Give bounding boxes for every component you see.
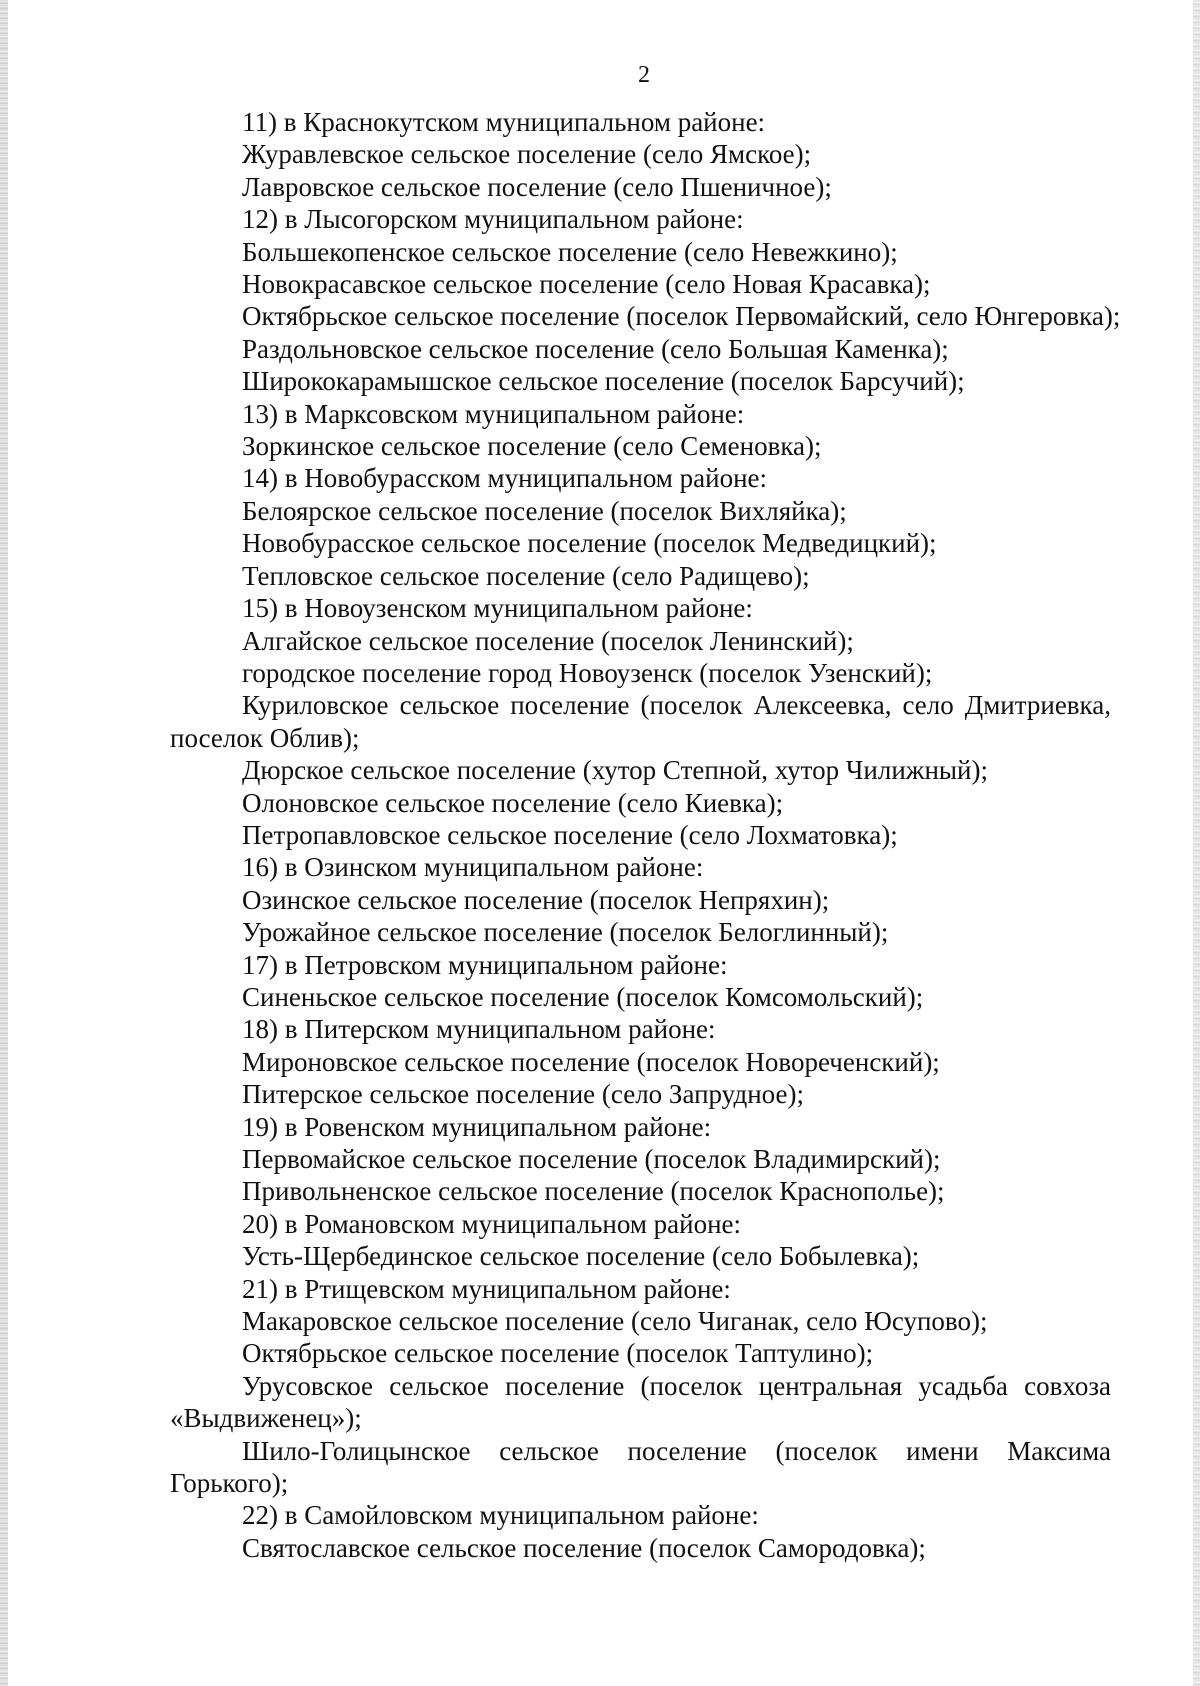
settlement-item: Дюрское сельское поселение (хутор Степной, хутор Чилижный); — [242, 755, 988, 786]
district-heading: 17) в Петровском муниципальном районе: — [242, 949, 728, 980]
district-heading: 12) в Лысогорском муниципальном районе: — [242, 204, 744, 235]
district-heading: 15) в Новоузенском муниципальном районе: — [242, 593, 753, 624]
settlement-item: Журавлевское сельское поселение (село Ямское); — [242, 139, 812, 170]
settlement-item: Октябрьское сельское поселение (поселок Первомайский, село Юнгеровка); — [242, 301, 1121, 332]
district-heading: 11) в Краснокутском муниципальном районе: — [242, 107, 766, 137]
settlement-item: Новокрасавское сельское поселение (село Новая Красавка); — [242, 269, 931, 300]
district-heading: 18) в Питерском муниципальном районе: — [242, 1014, 716, 1045]
scan-edge-left — [0, 0, 8, 1686]
settlement-item: Большекопенское сельское поселение (село Невежкино); — [242, 236, 898, 267]
settlement-item: Святославское сельское поселение (поселок Самородовка); — [242, 1532, 926, 1563]
settlement-item: Раздольновское сельское поселение (село Большая Каменка); — [242, 333, 949, 364]
settlement-item: Новобурасское сельское поселение (поселок Медведицкий); — [242, 528, 937, 559]
settlement-item: Привольненское сельское поселение (поселок Краснополье); — [242, 1176, 945, 1207]
settlement-item: Тепловское сельское поселение (село Радищево); — [242, 560, 810, 591]
settlement-item: Петропавловское сельское поселение (село Лохматовка); — [242, 819, 898, 850]
scan-edge-right — [1193, 0, 1200, 1686]
settlement-item: Зоркинское сельское поселение (село Семеновка); — [242, 431, 822, 462]
settlement-item: Питерское сельское поселение (село Запрудное); — [242, 1079, 804, 1110]
settlement-item: Олоновское сельское поселение (село Киевка); — [242, 787, 784, 818]
settlement-item: Макаровское сельское поселение (село Чиганак, село Юсупово); — [242, 1306, 988, 1337]
settlement-item: Первомайское сельское поселение (поселок Владимирский); — [242, 1144, 941, 1174]
settlement-item: Октябрьское сельское поселение (поселок Таптулино); — [242, 1338, 874, 1369]
settlement-item: Урожайное сельское поселение (поселок Белоглинный); — [242, 917, 889, 948]
document-body — [170, 106, 1121, 1564]
settlement-item: Шило-Голицынское сельское поселение (поселок имени Максима Горького); — [170, 1435, 1111, 1499]
settlement-item: Алгайское сельское поселение (поселок Ленинский); — [242, 625, 854, 656]
settlement-item: Куриловское сельское поселение (поселок Алексеевка, село Дмитриевка, поселок Облив); — [170, 690, 1111, 753]
settlement-item: Озинское сельское поселение (поселок Непряхин); — [242, 884, 830, 915]
settlement-item: Ширококарамышское сельское поселение (поселок Барсучий); — [242, 366, 965, 397]
district-heading: 14) в Новобурасском муниципальном районе: — [242, 463, 768, 494]
page-number: 2 — [638, 62, 650, 88]
district-heading: 19) в Ровенском муниципальном районе: — [242, 1111, 712, 1142]
district-heading: 16) в Озинском муниципальном районе: — [242, 852, 704, 883]
settlement-item: Синеньское сельское поселение (поселок Комсомольский); — [242, 981, 924, 1012]
settlement-item: городское поселение город Новоузенск (поселок Узенский); — [242, 657, 933, 688]
settlement-item: Урусовское сельское поселение (поселок центральная усадьба совхоза «Выдвиженец»); — [170, 1370, 1111, 1434]
district-heading: 20) в Романовском муниципальном районе: — [242, 1208, 742, 1239]
district-heading: 22) в Самойловском муниципальном районе: — [242, 1500, 759, 1531]
settlement-item: Мироновское сельское поселение (поселок Новореченский); — [242, 1046, 940, 1077]
settlement-item: Лавровское сельское поселение (село Пшеничное); — [242, 171, 832, 202]
district-heading: 21) в Ртищевском муниципальном районе: — [242, 1273, 731, 1304]
district-heading: 13) в Марксовском муниципальном районе: — [242, 398, 745, 429]
settlement-item: Белоярское сельское поселение (поселок Вихляйка); — [242, 495, 847, 526]
settlement-item: Усть-Щербединское сельское поселение (село Бобылевка); — [242, 1241, 920, 1272]
